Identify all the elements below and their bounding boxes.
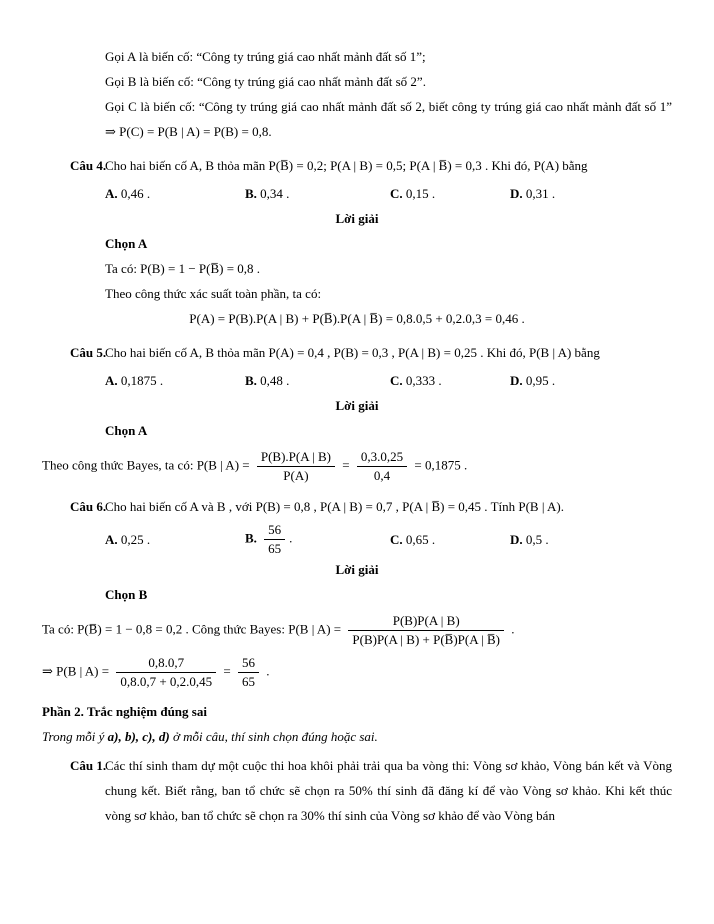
answer-key-b: B. (245, 530, 257, 546)
fraction (348, 613, 504, 649)
solution-line-2: Theo công thức xác suất toàn phần, ta có: (105, 286, 322, 301)
fraction-numerator: P(B).P(A | B) (257, 449, 335, 467)
result-text: = 0,1875 . (414, 457, 468, 473)
answer-option-c (390, 368, 510, 393)
question-4-answers (105, 181, 672, 206)
question-6-stem: Cho hai biến cố A và B , với P(B) = 0,8 , P(A | B) = 0,7 , P(A | B̅) = 0,45 . Tính P(B | A). (105, 498, 564, 514)
answer-value-b: 0,34 . (260, 186, 290, 201)
solution-heading: Lời giải (335, 562, 379, 577)
fraction-denominator: 0,4 (373, 468, 391, 484)
answer-key-b: B. (245, 373, 257, 388)
intro-line-3: Gọi C là biến cố: “Công ty trúng giá cao nhất mảnh đất số 2, biết công ty trúng giá cao nhất mảnh đất số 1” ⇒ P(C) = P(B | A) = P(B) = 0,8. (105, 99, 672, 139)
answer-key-a: A. (105, 531, 118, 547)
question-6-number: Câu 6. (70, 498, 107, 514)
answer-key-c: C. (390, 373, 403, 388)
fraction-numerator: 0,3.0,25 (357, 449, 407, 467)
fraction-denominator: 65 (242, 673, 255, 689)
answer-value-d: 0,5 . (525, 531, 549, 547)
answer-option-c (390, 527, 510, 552)
answer-key-d: D. (510, 186, 523, 201)
answer-value-d: 0,31 . (525, 186, 556, 201)
intro-line-1: Gọi A là biến cố: “Công ty trúng giá cao nhất mảnh đất số 1”; (105, 49, 426, 64)
question-1-number: Câu 1. (70, 758, 107, 773)
answer-key-d: D. (510, 373, 523, 388)
fraction-numerator: 56 (238, 655, 259, 673)
fraction-numerator: 56 (264, 522, 285, 540)
answer-value-d: 0,95 . (525, 373, 556, 388)
solution-choice: Chọn A (105, 423, 148, 438)
solution-choice: Chọn B (105, 587, 148, 602)
answer-key-c: C. (390, 531, 403, 547)
section-heading: Phần 2. Trắc nghiệm đúng sai (42, 704, 207, 719)
answer-value-c: 0,65 . (405, 531, 436, 547)
fraction-denominator: 65 (268, 540, 282, 556)
answer-key-a: A. (105, 373, 118, 388)
part-2-section (42, 699, 672, 828)
solution-bayes-line (42, 449, 672, 485)
question-4-number: Câu 4. (70, 158, 107, 173)
answer-option-d (510, 527, 672, 552)
answer-value-c: 0,15 . (405, 186, 436, 201)
bayes-prefix: Ta có: P(B̅) = 1 − 0,8 = 0,2 . Công thức Bayes: P(B | A) = (42, 621, 342, 637)
solution-heading: Lời giải (335, 398, 379, 413)
solution-line-2 (42, 655, 672, 691)
answer-option-d (510, 181, 672, 206)
solution-choice: Chọn A (105, 236, 148, 251)
fraction (238, 655, 259, 691)
solution-heading: Lời giải (335, 211, 379, 226)
answer-key-b: B. (245, 186, 257, 201)
question-1-stem-row (42, 753, 672, 828)
fraction (357, 449, 407, 485)
answer-value-a: 0,46 . (120, 186, 151, 201)
answer-value-c: 0,333 . (405, 373, 442, 388)
question-4 (42, 153, 672, 331)
fraction-numerator: P(B)P(A | B) (348, 613, 504, 631)
answer-option-c (390, 181, 510, 206)
fraction (116, 655, 216, 691)
answer-option-a (105, 181, 245, 206)
question-5-stem-row (42, 340, 672, 365)
solution-line-1 (42, 613, 672, 649)
equals-sign: = (342, 457, 350, 473)
intro-line-2: Gọi B là biến cố: “Công ty trúng giá cao nhất mảnh đất số 2”. (105, 74, 426, 89)
sentence-period: . (511, 621, 515, 637)
question-6-answers (105, 522, 672, 558)
answer-key-c: C. (390, 186, 403, 201)
question-5-answers (105, 368, 672, 393)
note-segment-3: ở mỗi câu, thí sinh chọn đúng hoặc sai. (169, 729, 378, 744)
question-4-stem: Cho hai biến cố A, B thỏa mãn P(B̅) = 0,2; P(A | B) = 0,5; P(A | B̅) = 0,3 . Khi đó, P(A) bằng (105, 158, 588, 173)
fraction-denominator: P(A) (283, 468, 309, 484)
answer-option-d (510, 368, 672, 393)
fraction-denominator: P(B)P(A | B) + P(B̅)P(A | B̅) (352, 632, 501, 648)
sentence-period: . (266, 663, 270, 679)
question-1-stem: Các thí sinh tham dự một cuộc thi hoa khôi phải trải qua ba vòng thi: Vòng sơ khảo, Vòng bán kết và Vòng chung kết. Biết rằng, ban tổ chức sẽ chọn ra 50% thí sinh đã đăng kí để vào Vòng sơ khảo. Khi kết thúc vòng sơ khảo, ban tổ chức sẽ chọn ra 30% thí sinh của Vòng sơ khảo để vào Vòng bán (105, 758, 672, 823)
implies-prefix: ⇒ P(B | A) = (42, 663, 110, 679)
question-4-stem-row (42, 153, 672, 178)
answer-key-a: A. (105, 186, 118, 201)
equals-sign: = (223, 663, 231, 679)
answer-option-a (105, 527, 245, 552)
note-segment-1: Trong mỗi ý (42, 729, 108, 744)
solution-line-1: Ta có: P(B) = 1 − P(B̅) = 0,8 . (105, 261, 261, 276)
answer-option-b (245, 368, 390, 393)
answer-option-a (105, 368, 245, 393)
fraction-numerator: 0,8.0,7 (116, 655, 216, 673)
fraction (264, 522, 285, 558)
question-6 (42, 494, 672, 691)
question-6-stem-row (42, 494, 672, 519)
answer-key-d: D. (510, 531, 523, 547)
question-5-stem: Cho hai biến cố A, B thỏa mãn P(A) = 0,4 , P(B) = 0,3 , P(A | B) = 0,25 . Khi đó, P(B | A) bằng (105, 345, 600, 360)
answer-value-a: 0,1875 . (120, 373, 164, 388)
section-note (42, 724, 672, 749)
intro-block (42, 44, 672, 144)
solution-formula: P(A) = P(B).P(A | B) + P(B̅).P(A | B̅) = 0,8.0,5 + 0,2.0,3 = 0,46 . (189, 311, 525, 326)
fraction-denominator: 0,8.0,7 + 0,2.0,45 (120, 673, 213, 689)
answer-value-a: 0,25 . (120, 531, 151, 547)
answer-option-b (245, 522, 390, 558)
answer-option-b (245, 181, 390, 206)
bayes-prefix: Theo công thức Bayes, ta có: P(B | A) = (42, 457, 250, 473)
note-segment-2: a), b), c), d) (107, 729, 170, 744)
question-5-number: Câu 5. (70, 345, 107, 360)
question-5 (42, 340, 672, 485)
answer-suffix-b: . (289, 530, 293, 546)
fraction (257, 449, 335, 485)
answer-value-b: 0,48 . (260, 373, 290, 388)
